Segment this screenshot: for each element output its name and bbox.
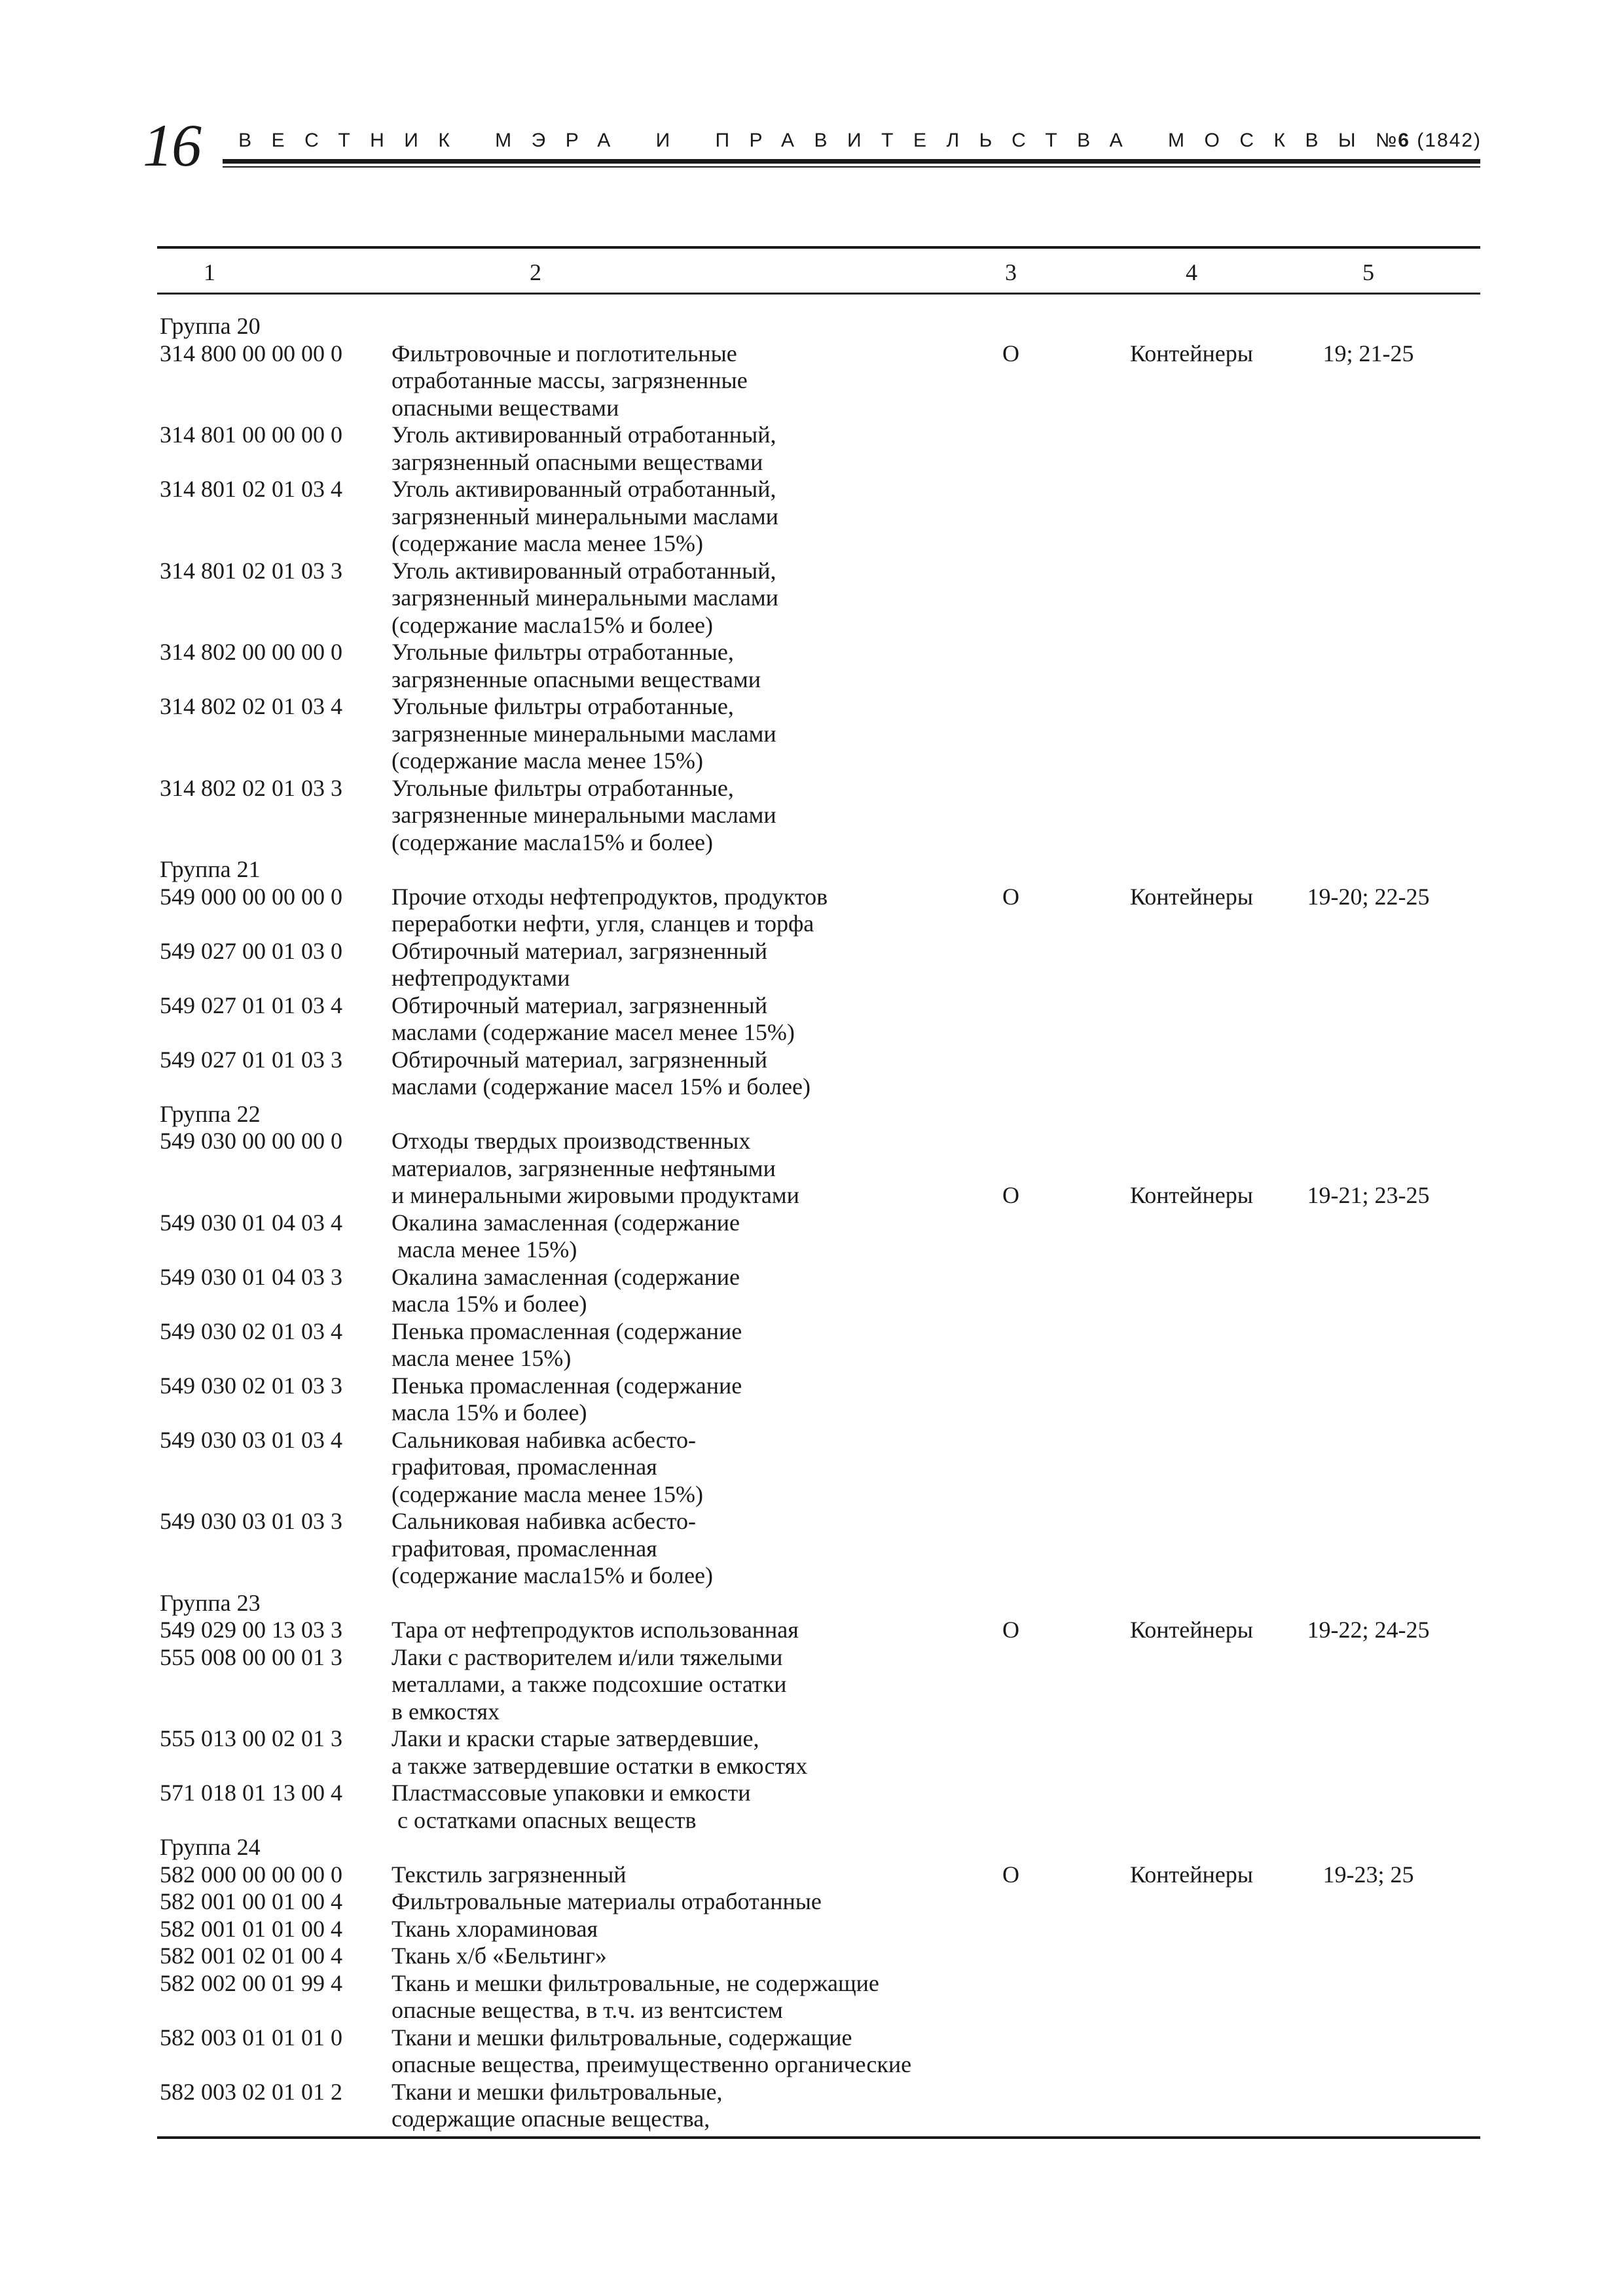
description-line: Ткань х/б «Бельтинг» — [392, 1943, 607, 1969]
compatible-groups: 19-23; 25 — [1322, 1861, 1414, 1888]
waste-description — [392, 1264, 1000, 1318]
waste-code: 314 802 02 01 03 4 — [160, 693, 342, 719]
waste-code: 314 801 00 00 00 0 — [160, 422, 342, 448]
description-line: металлами, а также подсохшие остатки — [392, 1671, 787, 1697]
waste-code: 549 027 00 01 03 0 — [160, 937, 342, 964]
waste-code: 549 030 01 04 03 4 — [160, 1209, 342, 1236]
column-number-4: 4 — [1186, 259, 1197, 285]
description-line: (содержание масла15% и более) — [392, 829, 714, 855]
description-line: графитовая, промасленная — [392, 1535, 657, 1562]
waste-description — [392, 1210, 1000, 1264]
description-line: опасные вещества, в т.ч. из вентсистем — [392, 1997, 783, 2023]
waste-code: 549 030 03 01 03 4 — [160, 1426, 342, 1453]
description-line: (содержание масла15% и более) — [392, 1562, 714, 1588]
hazard-class: О — [1002, 1617, 1019, 1643]
waste-description — [392, 422, 1000, 476]
description-line: маслами (содержание масел менее 15%) — [392, 1019, 795, 1045]
description-line: а также затвердевшие остатки в емкостях — [392, 1752, 808, 1779]
header-rule-thin — [223, 166, 1480, 168]
description-line: масла менее 15%) — [392, 1345, 572, 1371]
description-line: Фильтровальные материалы отработанные — [392, 1888, 822, 1914]
description-line: Лаки и краски старые затвердевшие, — [392, 1725, 759, 1751]
waste-description — [392, 2024, 1000, 2079]
waste-description — [392, 1318, 1000, 1372]
description-line: материалов, загрязненные нефтяными — [392, 1155, 776, 1181]
waste-code: 549 030 02 01 03 4 — [160, 1318, 342, 1344]
description-line: Отходы твердых производственных — [392, 1128, 751, 1154]
description-line: Угольные фильтры отработанные, — [392, 774, 734, 801]
journal-title: ВЕСТНИК МЭРА И ПРАВИТЕЛЬСТВА МОСКВЫ — [238, 130, 1376, 151]
waste-code: 549 030 00 00 00 0 — [160, 1128, 342, 1154]
description-line: Ткани и мешки фильтровальные, — [392, 2078, 723, 2105]
waste-code: 314 802 02 01 03 3 — [160, 774, 342, 801]
description-line: Пенька промасленная (содержание — [392, 1372, 742, 1399]
waste-description — [392, 1047, 1000, 1101]
waste-code: 549 027 01 01 03 3 — [160, 1046, 342, 1073]
description-line: (содержание масла15% и более) — [392, 611, 714, 638]
description-line: Угольные фильтры отработанные, — [392, 639, 734, 665]
description-line: загрязненные опасными веществами — [392, 666, 761, 692]
waste-description — [392, 693, 1000, 775]
description-line: Обтирочный материал, загрязненный — [392, 937, 767, 964]
description-line: Угольные фильтры отработанные, — [392, 693, 734, 719]
column-number-5: 5 — [1362, 259, 1374, 285]
group-label: Группа 24 — [160, 1834, 261, 1860]
waste-description — [392, 1617, 1000, 1644]
waste-code: 582 000 00 00 00 0 — [160, 1861, 342, 1888]
waste-description — [392, 1861, 1000, 1889]
header-rule-thick — [223, 159, 1480, 164]
page-number: 16 — [143, 112, 200, 179]
column-number-2: 2 — [530, 259, 541, 285]
waste-code: 582 001 02 01 00 4 — [160, 1943, 342, 1969]
description-line: Обтирочный материал, загрязненный — [392, 992, 767, 1018]
running-header — [238, 131, 1482, 151]
description-line: отработанные массы, загрязненные — [392, 367, 748, 393]
description-line: Прочие отходы нефтепродуктов, продуктов — [392, 883, 828, 910]
waste-code: 314 801 02 01 03 4 — [160, 476, 342, 502]
description-line: Ткань хлораминовая — [392, 1915, 598, 1942]
description-line: с остатками опасных веществ — [392, 1806, 697, 1833]
group-label: Группа 20 — [160, 313, 261, 339]
packaging-type: Контейнеры — [1130, 883, 1253, 910]
waste-code: 549 000 00 00 00 0 — [160, 883, 342, 910]
waste-description — [392, 2079, 1000, 2133]
waste-description — [392, 1970, 1000, 2024]
hazard-class: О — [1002, 1182, 1019, 1208]
packaging-type: Контейнеры — [1130, 340, 1253, 367]
waste-code: 549 030 02 01 03 3 — [160, 1372, 342, 1399]
description-line: маслами (содержание масел 15% и более) — [392, 1073, 811, 1100]
compatible-groups: 19-22; 24-25 — [1307, 1617, 1430, 1643]
waste-description — [392, 938, 1000, 992]
waste-code: 555 013 00 02 01 3 — [160, 1725, 342, 1751]
description-line: (содержание масла менее 15%) — [392, 1480, 703, 1507]
description-line: масла 15% и более) — [392, 1291, 587, 1317]
description-line: (содержание масла менее 15%) — [392, 530, 703, 556]
waste-code: 555 008 00 00 01 3 — [160, 1643, 342, 1670]
waste-description — [392, 1725, 1000, 1780]
compatible-groups: 19; 21-25 — [1322, 340, 1414, 367]
description-line: Ткани и мешки фильтровальные, содержащие — [392, 2024, 852, 2051]
hazard-class: О — [1002, 883, 1019, 910]
description-line: Тара от нефтепродуктов использованная — [392, 1617, 799, 1643]
waste-code: 549 030 03 01 03 3 — [160, 1508, 342, 1534]
waste-code: 314 802 00 00 00 0 — [160, 639, 342, 665]
waste-description — [392, 1508, 1000, 1590]
waste-code: 582 001 01 01 00 4 — [160, 1915, 342, 1942]
description-line: масла менее 15%) — [392, 1236, 577, 1263]
waste-description — [392, 476, 1000, 558]
waste-code: 549 029 00 13 03 3 — [160, 1617, 342, 1643]
description-line: загрязненный опасными веществами — [392, 448, 763, 475]
table-top-rule — [157, 246, 1480, 249]
description-line: нефтепродуктами — [392, 965, 570, 991]
waste-description — [392, 1372, 1000, 1427]
waste-description — [392, 1888, 1000, 1916]
description-line: (содержание масла менее 15%) — [392, 747, 703, 774]
description-line: содержащие опасные вещества, — [392, 2106, 710, 2132]
waste-description — [392, 1427, 1000, 1509]
description-line: Сальниковая набивка асбесто- — [392, 1508, 697, 1534]
description-line: Уголь активированный отработанный, — [392, 476, 776, 502]
waste-code: 549 027 01 01 03 4 — [160, 992, 342, 1018]
waste-code: 582 002 00 01 99 4 — [160, 1969, 342, 1996]
description-line: Сальниковая набивка асбесто- — [392, 1426, 697, 1453]
waste-description — [392, 639, 1000, 693]
description-line: Текстиль загрязненный — [392, 1861, 627, 1888]
description-line: опасные вещества, преимущественно органические — [392, 2051, 912, 2077]
waste-description — [392, 1128, 1000, 1210]
compatible-groups: 19-21; 23-25 — [1307, 1182, 1430, 1208]
group-label: Группа 23 — [160, 1589, 261, 1616]
issue-number: №6 (1842) — [1376, 130, 1482, 151]
packaging-type: Контейнеры — [1130, 1182, 1253, 1208]
waste-code: 549 030 01 04 03 3 — [160, 1263, 342, 1290]
description-line: Окалина замасленная (содержание — [392, 1209, 740, 1236]
description-line: и минеральными жировыми продуктами — [392, 1182, 799, 1208]
description-line: графитовая, промасленная — [392, 1454, 657, 1480]
waste-code: 314 800 00 00 00 0 — [160, 340, 342, 367]
waste-description — [392, 1916, 1000, 1943]
description-line: Обтирочный материал, загрязненный — [392, 1046, 767, 1073]
waste-description — [392, 992, 1000, 1047]
waste-description — [392, 884, 1000, 938]
description-line: в емкостях — [392, 1698, 500, 1725]
description-line: Окалина замасленная (содержание — [392, 1263, 740, 1290]
waste-code: 582 003 02 01 01 2 — [160, 2078, 342, 2105]
table-header-rule — [157, 293, 1480, 295]
packaging-type: Контейнеры — [1130, 1617, 1253, 1643]
description-line: Лаки с растворителем и/или тяжелыми — [392, 1643, 783, 1670]
hazard-class: О — [1002, 340, 1019, 367]
description-line: Фильтровочные и поглотительные — [392, 340, 737, 367]
description-line: загрязненный минеральными маслами — [392, 503, 778, 529]
table-bottom-rule — [157, 2136, 1480, 2139]
description-line: Уголь активированный отработанный, — [392, 422, 776, 448]
waste-description — [392, 558, 1000, 639]
description-line: Ткань и мешки фильтровальные, не содержащие — [392, 1969, 879, 1996]
waste-code: 582 001 00 01 00 4 — [160, 1888, 342, 1914]
hazard-class: О — [1002, 1861, 1019, 1888]
compatible-groups: 19-20; 22-25 — [1307, 883, 1430, 910]
column-number-3: 3 — [1005, 259, 1017, 285]
group-label: Группа 22 — [160, 1100, 261, 1127]
description-line: переработки нефти, угля, сланцев и торфа — [392, 910, 814, 937]
waste-code: 582 003 01 01 01 0 — [160, 2024, 342, 2051]
waste-code: 571 018 01 13 00 4 — [160, 1780, 342, 1806]
description-line: Уголь активированный отработанный, — [392, 557, 776, 584]
waste-description — [392, 340, 1000, 422]
description-line: загрязненный минеральными маслами — [392, 584, 778, 611]
description-line: Пенька промасленная (содержание — [392, 1318, 742, 1344]
description-line: Пластмассовые упаковки и емкости — [392, 1780, 751, 1806]
description-line: масла 15% и более) — [392, 1399, 587, 1426]
waste-description — [392, 1780, 1000, 1834]
description-line: загрязненные минеральными маслами — [392, 802, 776, 828]
waste-description — [392, 1943, 1000, 1970]
description-line: опасными веществами — [392, 394, 619, 421]
description-line: загрязненные минеральными маслами — [392, 720, 776, 747]
group-label: Группа 21 — [160, 856, 261, 882]
column-number-1: 1 — [204, 259, 215, 285]
waste-code: 314 801 02 01 03 3 — [160, 557, 342, 584]
waste-description — [392, 775, 1000, 857]
waste-description — [392, 1644, 1000, 1726]
packaging-type: Контейнеры — [1130, 1861, 1253, 1888]
